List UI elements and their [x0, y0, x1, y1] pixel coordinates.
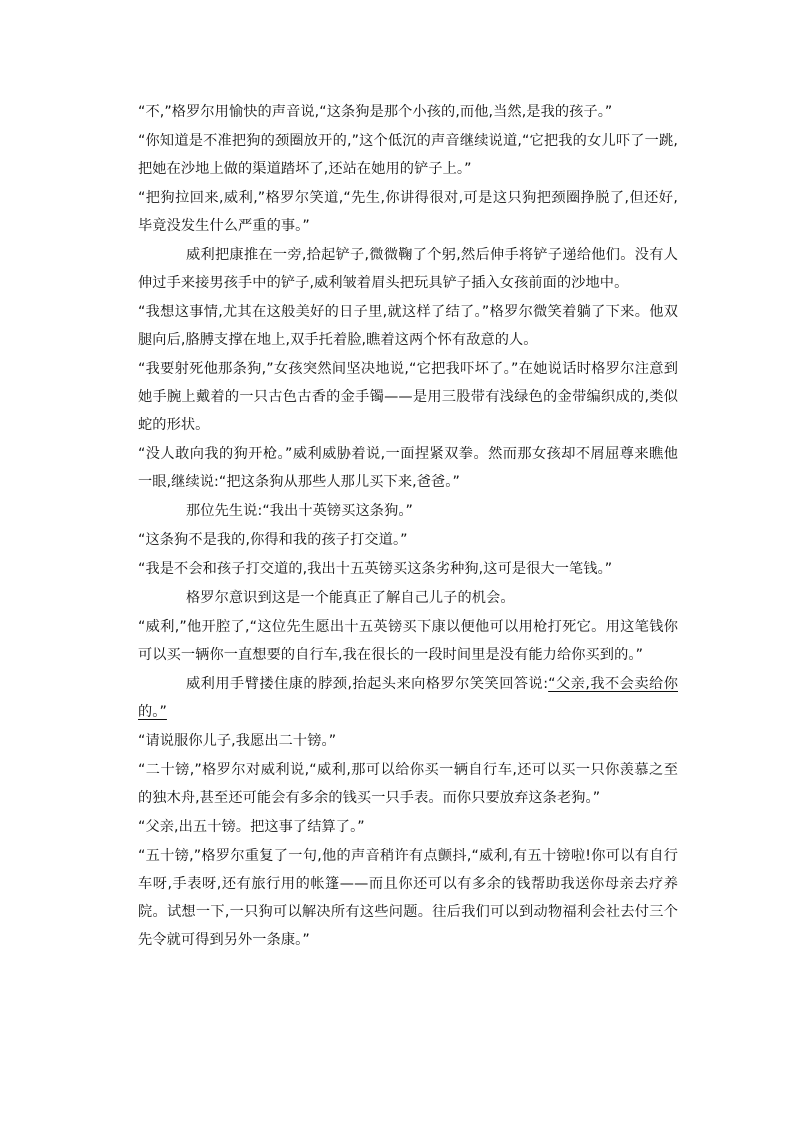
paragraph: “没人敢向我的狗开枪。”威利威胁着说,一面捏紧双拳。然而那女孩却不屑屈尊来瞧他一眼,继续说:“把这条狗从那些人那儿买下来,爸爸。” — [138, 446, 678, 490]
paragraph: “二十镑,”格罗尔对威利说,“威利,那可以给你买一辆自行车,还可以买一只你羡慕之至的独木舟,甚至还可能会有多余的钱买一只手表。而你只要放弃这条老狗。” — [138, 762, 678, 806]
paragraph: “我是不会和孩子打交道的,我出十五英镑买这条劣种狗,这可是很大一笔钱。” — [138, 561, 613, 577]
paragraph: “这条狗不是我的,你得和我的孩子打交道。” — [138, 532, 408, 548]
paragraph: “威利,”他开腔了,“这位先生愿出十五英镑买下康以便他可以用枪打死它。用这笔钱你可以买一辆你一直想要的自行车,我在很长的一段时间里是没有能力给你买到的。” — [138, 619, 678, 663]
paragraph: 那位先生说:“我出十英镑买这条狗。” — [186, 503, 413, 519]
paragraph: “请说服你儿子,我愿出二十镑。” — [138, 733, 337, 749]
paragraph: “父亲,出五十镑。把这事了结算了。” — [138, 819, 365, 835]
paragraph: 威利把康推在一旁,拾起铲子,微微鞠了个躬,然后伸手将铲子递给他们。没有人伸过手来接男孩手中的铲子,威利皱着眉头把玩具铲子插入女孩前面的沙地中。 — [138, 247, 678, 291]
paragraph: “把狗拉回来,威利,”格罗尔笑道,“先生,你讲得很对,可是这只狗把颈圈挣脱了,但还好,毕竟没发生什么严重的事。” — [138, 190, 678, 234]
paragraph: “你知道是不准把狗的颈圈放开的,”这个低沉的声音继续说道,“它把我的女儿吓了一跳,把她在沙地上做的渠道踏坏了,还站在她用的铲子上。” — [138, 133, 678, 177]
paragraph: “我要射死他那条狗,”女孩突然间坚决地说,“它把我吓坏了。”在她说话时格罗尔注意到她手腕上戴着的一只古色古香的金手镯——是用三股带有浅绿色的金带编织成的,类似蛇的形状。 — [138, 361, 678, 433]
paragraph: 格罗尔意识到这是一个能真正了解自己儿子的机会。 — [186, 590, 515, 606]
underlined-quote: “父亲,我不会卖给你的。” — [138, 676, 678, 720]
paragraph: “不,”格罗尔用愉快的声音说,“这条狗是那个小孩的,而他,当然,是我的孩子。” — [138, 104, 613, 120]
story-text-body — [138, 98, 678, 955]
paragraph-with-underline — [138, 670, 678, 726]
paragraph-lead-text: 威利用手臂搂住康的脖颈,抬起头来向格罗尔笑笑回答说: — [186, 676, 549, 692]
paragraph: “我想这事情,尤其在这般美好的日子里,就这样了结了。”格罗尔微笑着躺了下来。他双腿向后,胳膊支撑在地上,双手托着脸,瞧着这两个怀有敌意的人。 — [138, 304, 678, 348]
paragraph: “五十镑,”格罗尔重复了一句,他的声音稍许有点颤抖,“威利,有五十镑啦!你可以有自行车呀,手表呀,还有旅行用的帐篷——而且你还可以有多余的钱帮助我送你母亲去疗养院。试想一下,一只狗可以解决所有这些问题。往后我们可以到动物福利会社去付三个先令就可得到另外一条康。” — [138, 848, 678, 948]
